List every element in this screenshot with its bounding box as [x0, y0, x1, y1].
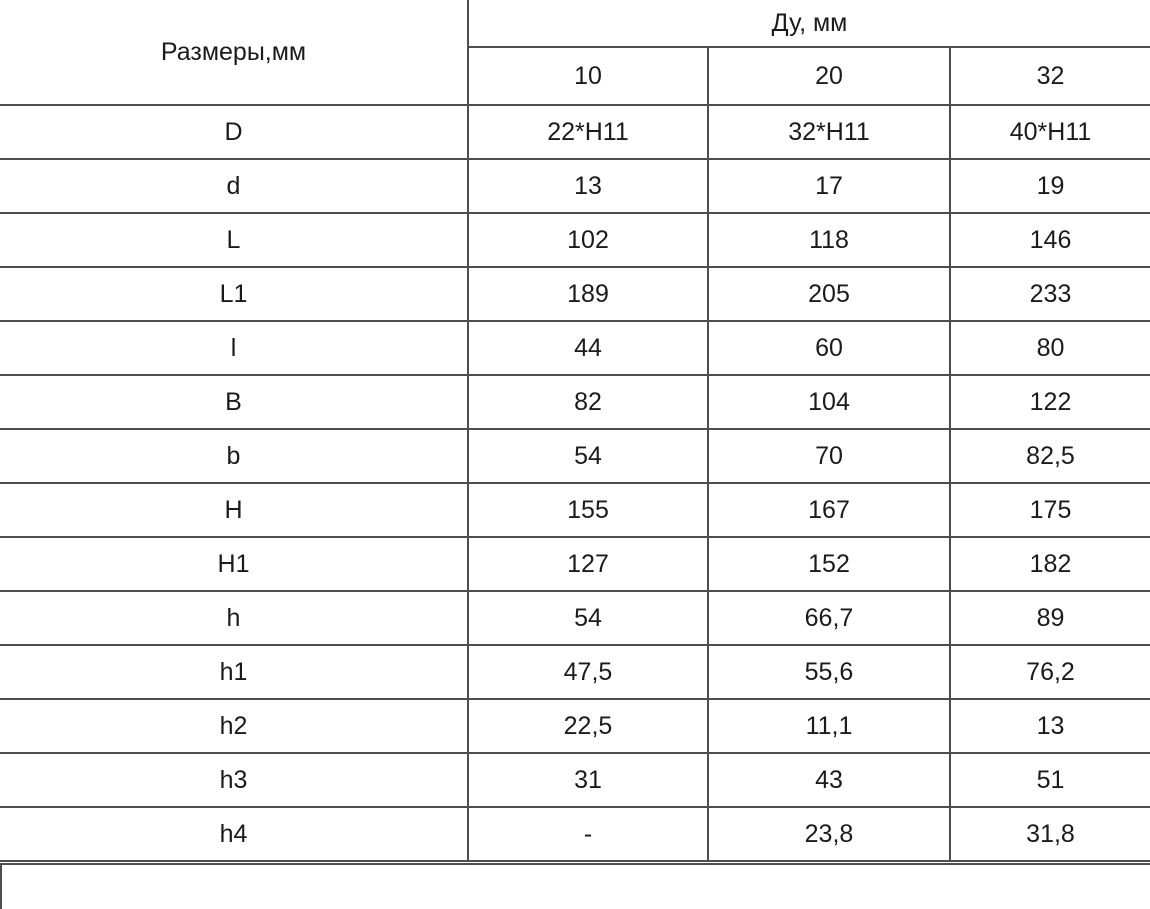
cell-value: 76,2	[950, 645, 1150, 699]
cell-value: 19	[950, 159, 1150, 213]
cell-value: 155	[468, 483, 708, 537]
cell-value: 89	[950, 591, 1150, 645]
cell-value: 233	[950, 267, 1150, 321]
row-label: B	[0, 375, 468, 429]
cell-value: 40*H11	[950, 105, 1150, 159]
table-body	[0, 105, 1150, 861]
table-row	[0, 537, 1150, 591]
table-row	[0, 753, 1150, 807]
table-header-row-1	[0, 0, 1150, 47]
cell-value: 122	[950, 375, 1150, 429]
cell-value: 82,5	[950, 429, 1150, 483]
cell-value: 189	[468, 267, 708, 321]
table-row	[0, 483, 1150, 537]
row-label: d	[0, 159, 468, 213]
cell-value: 127	[468, 537, 708, 591]
cell-value: 32*H11	[708, 105, 950, 159]
table-row	[0, 213, 1150, 267]
cell-value: 104	[708, 375, 950, 429]
row-label: L1	[0, 267, 468, 321]
cell-value: 23,8	[708, 807, 950, 861]
row-label: H	[0, 483, 468, 537]
table-bottom-strip	[0, 863, 1150, 907]
cell-value: 43	[708, 753, 950, 807]
cell-value: 66,7	[708, 591, 950, 645]
table-head	[0, 0, 1150, 105]
cell-value: 44	[468, 321, 708, 375]
row-label: H1	[0, 537, 468, 591]
cell-value: 102	[468, 213, 708, 267]
table-row	[0, 321, 1150, 375]
cell-value: -	[468, 807, 708, 861]
cell-value: 13	[468, 159, 708, 213]
row-label: h4	[0, 807, 468, 861]
cell-value: 22*H11	[468, 105, 708, 159]
header-sizes: Размеры,мм	[0, 0, 468, 105]
cell-value: 54	[468, 591, 708, 645]
cell-value: 55,6	[708, 645, 950, 699]
row-label: D	[0, 105, 468, 159]
cell-value: 47,5	[468, 645, 708, 699]
cell-value: 80	[950, 321, 1150, 375]
row-label: l	[0, 321, 468, 375]
cell-value: 182	[950, 537, 1150, 591]
table-left-edge-rule	[0, 865, 2, 909]
column-header-dn-32: 32	[950, 47, 1150, 105]
cell-value: 82	[468, 375, 708, 429]
cell-value: 152	[708, 537, 950, 591]
cell-value: 60	[708, 321, 950, 375]
cell-value: 22,5	[468, 699, 708, 753]
row-label: b	[0, 429, 468, 483]
column-header-dn-20: 20	[708, 47, 950, 105]
column-header-dn-10: 10	[468, 47, 708, 105]
header-nominal-diameter: Ду, мм	[468, 0, 1150, 47]
row-label: h3	[0, 753, 468, 807]
cell-value: 17	[708, 159, 950, 213]
cell-value: 167	[708, 483, 950, 537]
table-row	[0, 159, 1150, 213]
row-label: h1	[0, 645, 468, 699]
table-row	[0, 105, 1150, 159]
table-row	[0, 591, 1150, 645]
table-row	[0, 807, 1150, 861]
table-row	[0, 267, 1150, 321]
row-label: L	[0, 213, 468, 267]
row-label: h	[0, 591, 468, 645]
cell-value: 205	[708, 267, 950, 321]
cell-value: 175	[950, 483, 1150, 537]
table-row	[0, 375, 1150, 429]
cell-value: 118	[708, 213, 950, 267]
cell-value: 31,8	[950, 807, 1150, 861]
table-row	[0, 699, 1150, 753]
cell-value: 70	[708, 429, 950, 483]
table-row	[0, 645, 1150, 699]
cell-value: 13	[950, 699, 1150, 753]
table-row	[0, 429, 1150, 483]
cell-value: 31	[468, 753, 708, 807]
cell-value: 51	[950, 753, 1150, 807]
cell-value: 11,1	[708, 699, 950, 753]
cell-value: 54	[468, 429, 708, 483]
cell-value: 146	[950, 213, 1150, 267]
row-label: h2	[0, 699, 468, 753]
